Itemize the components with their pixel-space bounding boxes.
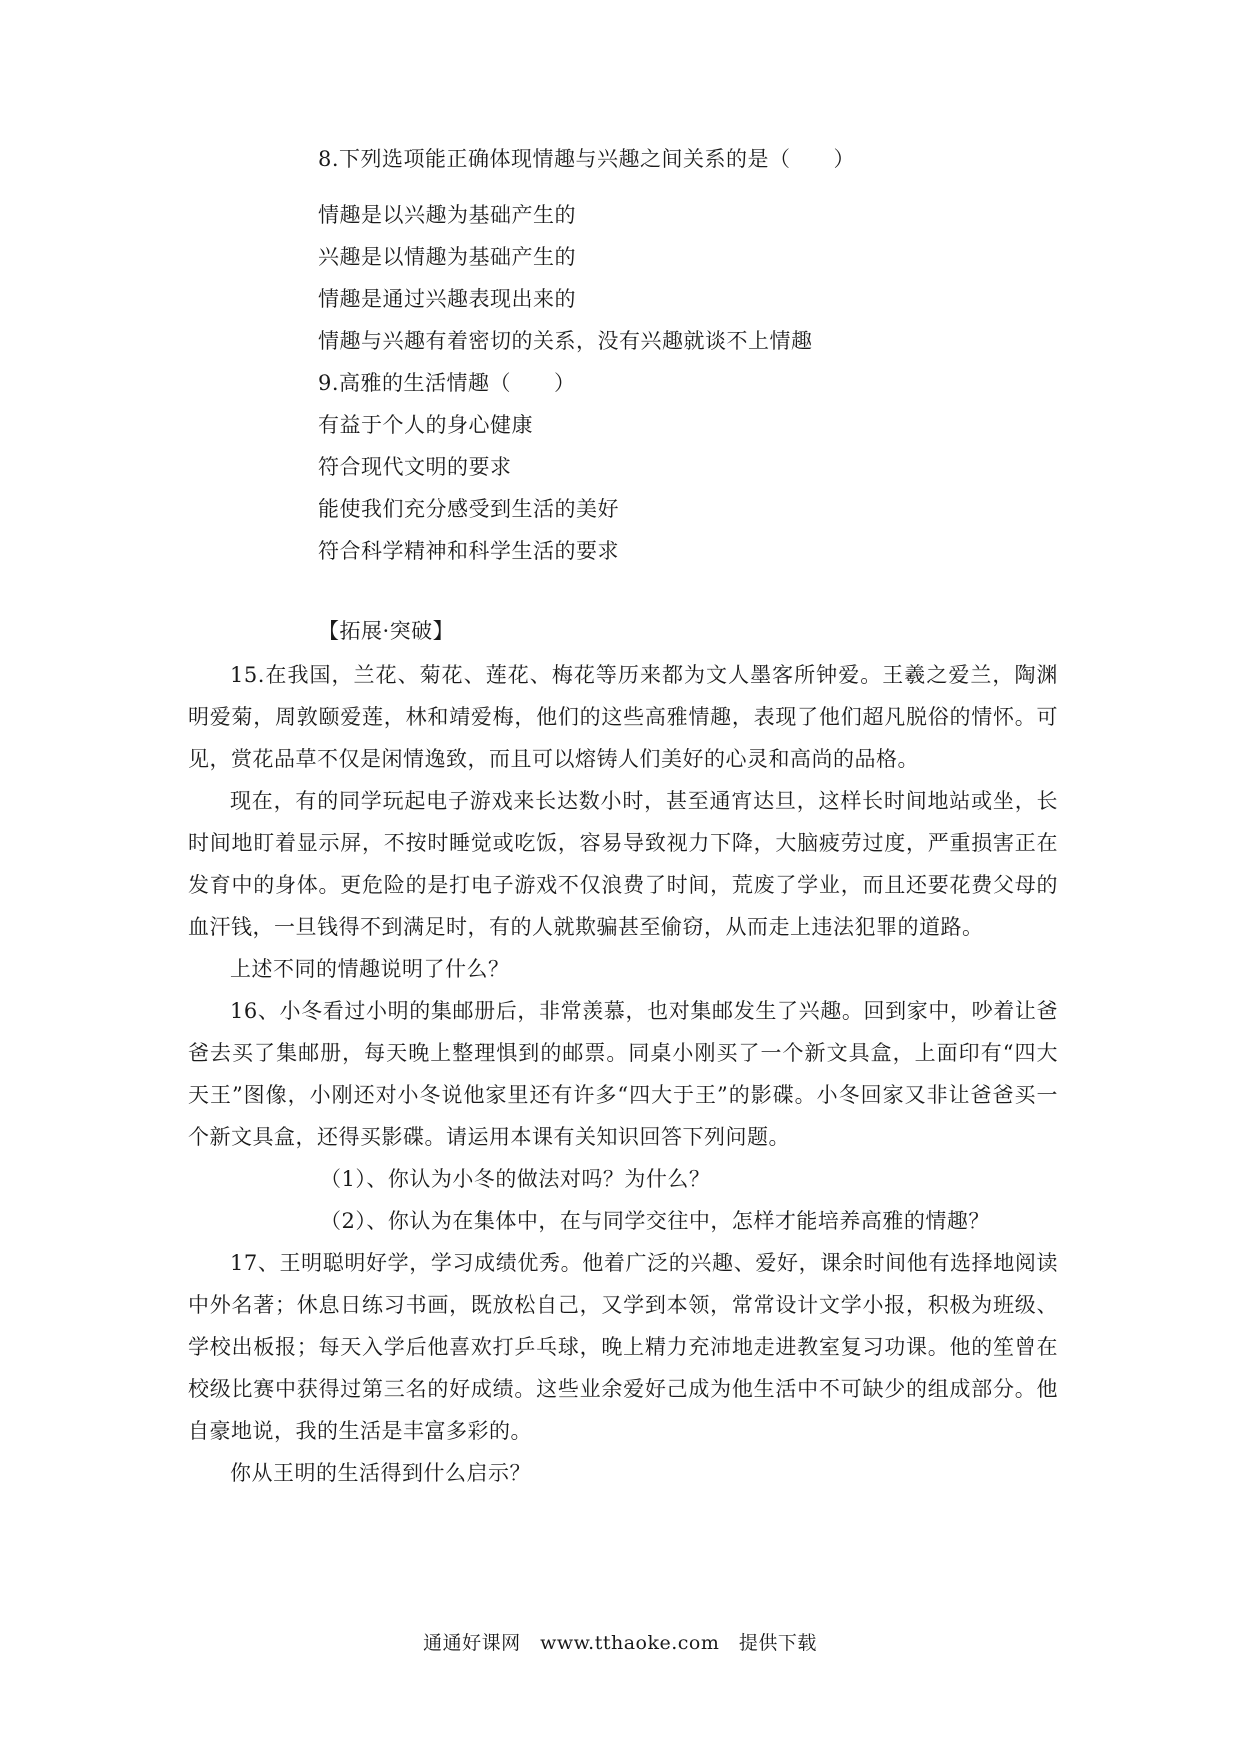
question-8-option: 情趣是以兴趣为基础产生的	[318, 203, 576, 227]
question-17-passage: 17、王明聪明好学，学习成绩优秀。他着广泛的兴趣、爱好，课余时间他有选择地阅读中外名著；休息日练习书画，既放松自己，又学到本领，常常设计文学小报，积极为班级、学校出板报；每天入学后他喜欢打乒乓球，晚上精力充沛地走进教室复习功课。他的笙曾在校级比赛中获得过第三名的好成绩。这些业余爱好己成为他生活中不可缺少的组成部分。他自豪地说，我的生活是丰富多彩的。	[188, 1251, 1058, 1443]
question-17-prompt: 你从王明的生活得到什么启示？	[230, 1461, 531, 1485]
question-8-option: 情趣与兴趣有着密切的关系，没有兴趣就谈不上情趣	[318, 329, 813, 353]
question-15-passage-1: 15.在我国，兰花、菊花、莲花、梅花等历来都为文人墨客所钟爱。王羲之爱兰，陶渊明爱菊，周敦颐爱莲，林和靖爱梅，他们的这些高雅情趣，表现了他们超凡脱俗的情怀。可见，赏花品草不仅是闲情逸致，而且可以熔铸人们美好的心灵和高尚的品格。	[188, 663, 1058, 771]
section-heading: 【拓展·突破】	[318, 619, 455, 643]
question-9-option: 符合现代文明的要求	[318, 455, 512, 479]
question-16-subquestion-2: （2）、你认为在集体中，在与同学交往中，怎样才能培养高雅的情趣？	[320, 1209, 990, 1233]
question-8-option: 兴趣是以情趣为基础产生的	[318, 245, 576, 269]
question-9-option: 能使我们充分感受到生活的美好	[318, 497, 619, 521]
question-15-prompt: 上述不同的情趣说明了什么？	[230, 957, 510, 981]
question-9-option: 有益于个人的身心健康	[318, 413, 533, 437]
question-15-passage-2: 现在，有的同学玩起电子游戏来长达数小时，甚至通宵达旦，这样长时间地站或坐，长时间地盯着显示屏，不按时睡觉或吃饭，容易导致视力下降，大脑疲劳过度，严重损害正在发育中的身体。更危险的是打电子游戏不仅浪费了时间，荒废了学业，而且还要花费父母的血汗钱，一旦钱得不到满足时，有的人就欺骗甚至偷窃，从而走上违法犯罪的道路。	[188, 789, 1058, 939]
question-9-option: 符合科学精神和科学生活的要求	[318, 539, 619, 563]
question-16-passage: 16、小冬看过小明的集邮册后，非常羡慕，也对集邮发生了兴趣。回到家中，吵着让爸爸去买了集邮册，每天晚上整理惧到的邮票。同桌小刚买了一个新文具盒，上面印有“四大天王”图像，小刚还对小冬说他家里还有许多“四大于王”的影碟。小冬回家又非让爸爸买一个新文具盒，还得买影碟。请运用本课有关知识回答下列问题。	[188, 999, 1058, 1149]
page-footer: 通通好课网 www.tthaoke.com 提供下载	[423, 1632, 817, 1654]
question-8-stem: 8.下列选项能正确体现情趣与兴趣之间关系的是（ ）	[318, 147, 856, 171]
question-9-stem: 9.高雅的生活情趣（ ）	[318, 371, 576, 395]
question-8-option: 情趣是通过兴趣表现出来的	[318, 287, 576, 311]
question-16-subquestion-1: （1）、你认为小冬的做法对吗？为什么？	[320, 1167, 711, 1191]
